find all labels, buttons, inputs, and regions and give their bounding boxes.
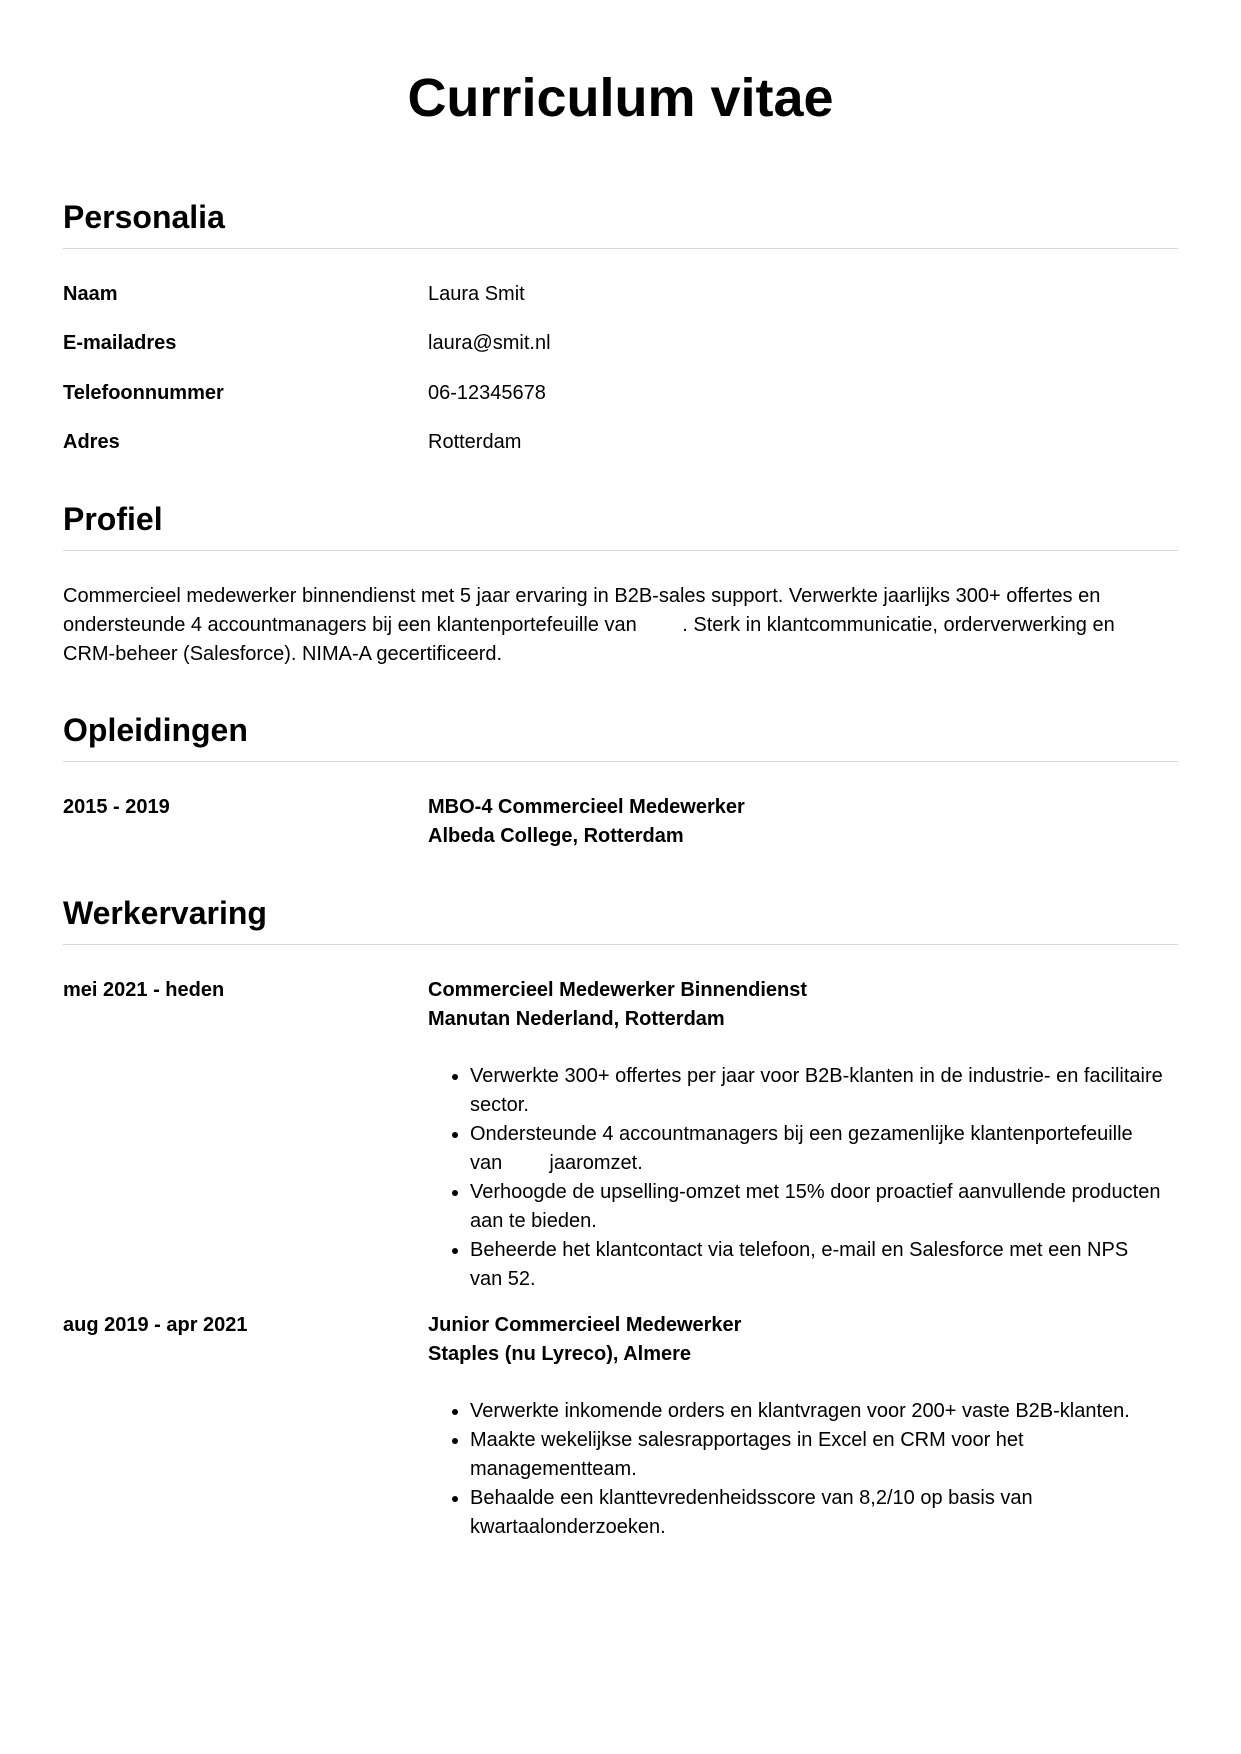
achievement-list	[428, 1062, 1163, 1294]
section-divider	[63, 550, 1178, 551]
list-item: • Verwerkte inkomende orders en klantvragen voor 200+ vaste B2B-klanten.	[470, 1397, 1163, 1426]
list-item-part2: jaaromzet.	[549, 1152, 643, 1174]
personalia-value: Laura Smit	[428, 283, 525, 305]
profile-summary	[63, 582, 1168, 669]
section-heading-opleidingen: Opleidingen	[63, 712, 248, 748]
section-heading-werkervaring: Werkervaring	[63, 895, 267, 931]
personalia-value: Rotterdam	[428, 431, 522, 453]
section-heading-personalia: Personalia	[63, 199, 225, 235]
document-title: Curriculum vitae	[407, 68, 834, 128]
list-item: • Maakte wekelijkse salesrapportages in Excel en CRM voor het managementteam.	[470, 1426, 1163, 1484]
profile-text-part2: . Sterk in klantcommunicatie, orderverwerking en CRM-beheer (Salesforce). NIMA-A gecertificeerd.	[63, 614, 1115, 665]
personalia-label: Adres	[63, 431, 120, 453]
list-item	[470, 1120, 1163, 1178]
entry-organization: Manutan Nederland, Rotterdam	[428, 1008, 725, 1030]
section-divider	[63, 944, 1178, 945]
list-item: • Verhoogde de upselling-omzet met 15% door proactief aanvullende producten aan te bieden.	[470, 1178, 1163, 1236]
list-item: • Beheerde het klantcontact via telefoon, e-mail en Salesforce met een NPS van 52.	[470, 1236, 1163, 1294]
personalia-value: 06-12345678	[428, 382, 546, 404]
entry-date: 2015 - 2019	[63, 796, 170, 818]
list-item: • Behaalde een klanttevredenheidsscore van 8,2/10 op basis van kwartaalonderzoeken.	[470, 1484, 1163, 1542]
section-heading-profiel: Profiel	[63, 501, 163, 537]
entry-title: MBO-4 Commercieel Medewerker	[428, 796, 745, 818]
entry-body	[428, 793, 1163, 851]
entry-title: Junior Commercieel Medewerker	[428, 1314, 742, 1336]
achievement-list	[428, 1397, 1163, 1542]
entry-title: Commercieel Medewerker Binnendienst	[428, 979, 808, 1001]
list-item: • Verwerkte 300+ offertes per jaar voor B2B-klanten in de industrie- en facilitaire sector.	[470, 1062, 1163, 1120]
personalia-value: laura@smit.nl	[428, 332, 551, 354]
entry-date: aug 2019 - apr 2021	[63, 1314, 248, 1336]
entry-body	[428, 1311, 1163, 1542]
list-item-part1: Ondersteunde 4 accountmanagers bij een gezamenlijke klantenportefeuille van	[470, 1123, 1133, 1174]
section-divider	[63, 761, 1178, 762]
profile-text-part1: Commercieel medewerker binnendienst met 5 jaar ervaring in B2B-sales support. Verwerkte jaarlijks 300+ offertes en ondersteunde 4 accountmanagers bij een klantenportefeuille van	[63, 585, 1101, 636]
personalia-label: Telefoonnummer	[63, 382, 224, 404]
entry-body	[428, 976, 1163, 1294]
entry-organization: Albeda College, Rotterdam	[428, 825, 684, 847]
entry-date: mei 2021 - heden	[63, 979, 225, 1001]
personalia-label: E-mailadres	[63, 332, 177, 354]
section-divider	[63, 248, 1178, 249]
entry-organization: Staples (nu Lyreco), Almere	[428, 1343, 692, 1365]
personalia-label: Naam	[63, 283, 118, 305]
